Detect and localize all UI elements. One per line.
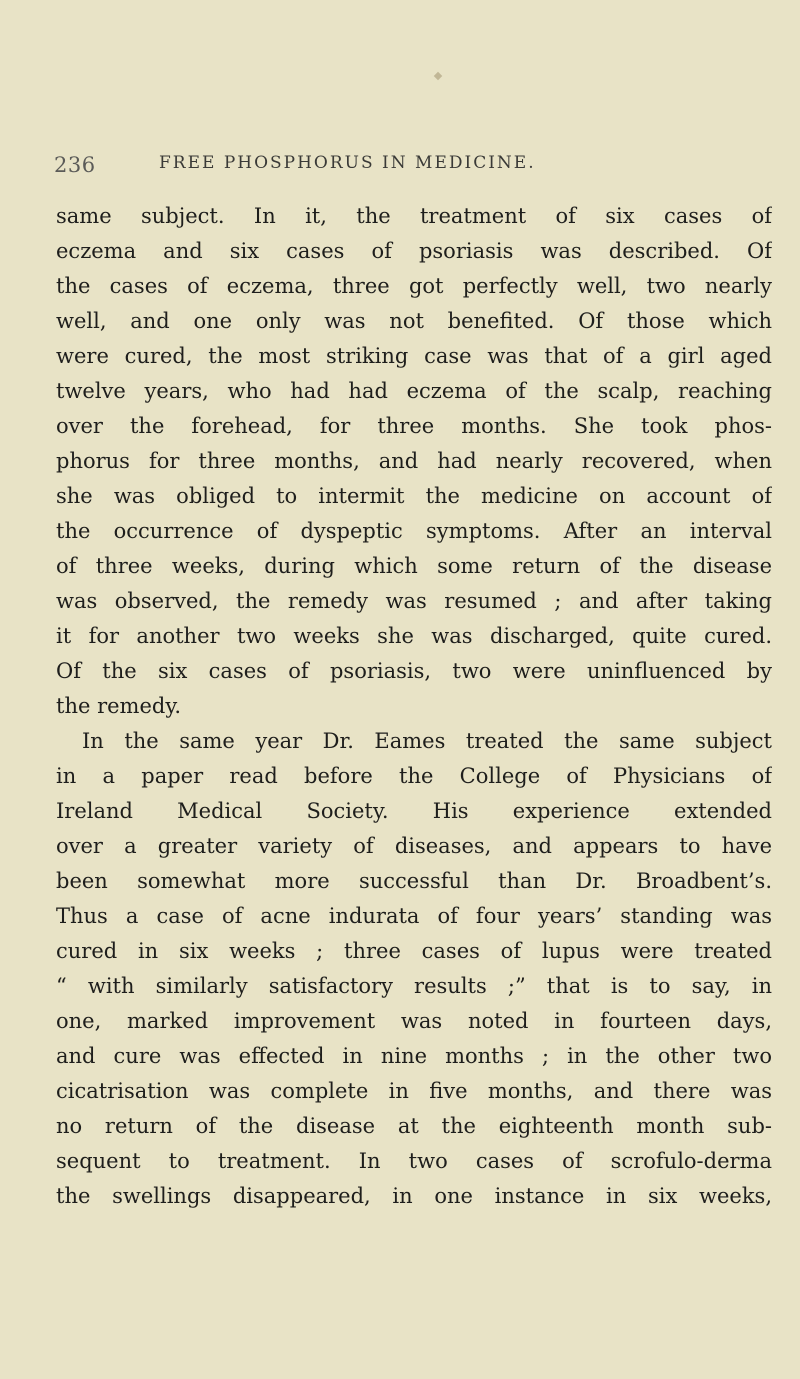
text-line: same subject. In it, the treatment of six cases of: [56, 204, 772, 228]
text-line: of three weeks, during which some return of the disease: [56, 554, 772, 578]
text-line: the remedy.: [56, 694, 182, 718]
text-line: no return of the disease at the eighteenth month sub-: [56, 1114, 772, 1138]
text-line: Ireland Medical Society. His experience extended: [56, 799, 772, 823]
text-line: the occurrence of dyspeptic symptoms. After an interval: [56, 519, 772, 543]
text-line: was observed, the remedy was resumed ; and after taking: [56, 589, 772, 613]
text-line: eczema and six cases of psoriasis was described. Of: [56, 239, 772, 263]
text-line: over the forehead, for three months. She took phos-: [56, 414, 772, 438]
text-line: cured in six weeks ; three cases of lupus were treated: [56, 939, 772, 963]
text-line: in a paper read before the College of Physicians of: [56, 764, 772, 788]
text-line: were cured, the most striking case was that of a girl aged: [56, 344, 772, 368]
text-line: In the same year Dr. Eames treated the same subject: [82, 729, 772, 753]
text-line: Thus a case of acne indurata of four years’ standing was: [56, 904, 772, 928]
text-line: twelve years, who had had eczema of the scalp, reaching: [56, 379, 772, 403]
text-line: the swellings disappeared, in one instance in six weeks,: [56, 1184, 772, 1208]
text-line: phorus for three months, and had nearly recovered, when: [56, 449, 772, 473]
body-text: [56, 199, 772, 1214]
text-line: and cure was effected in nine months ; in the other two: [56, 1044, 772, 1068]
page-number: 236: [54, 153, 96, 177]
text-line: it for another two weeks she was discharged, quite cured.: [56, 624, 772, 648]
text-line: over a greater variety of diseases, and appears to have: [56, 834, 772, 858]
text-line: she was obliged to intermit the medicine on account of: [56, 484, 772, 508]
page-header: [54, 153, 774, 193]
text-line: “ with similarly satisfactory results ;” that is to say, in: [56, 974, 772, 998]
text-line: Of the six cases of psoriasis, two were uninfluenced by: [56, 659, 772, 683]
text-line: well, and one only was not benefited. Of those which: [56, 309, 772, 333]
running-head: FREE PHOSPHORUS IN MEDICINE.: [159, 153, 536, 173]
text-line: sequent to treatment. In two cases of scrofulo-derma: [56, 1149, 772, 1173]
text-line: one, marked improvement was noted in fourteen days,: [56, 1009, 772, 1033]
text-line: been somewhat more successful than Dr. Broadbent’s.: [56, 869, 772, 893]
print-mark: [434, 72, 442, 80]
text-line: cicatrisation was complete in five months, and there was: [56, 1079, 772, 1103]
text-line: the cases of eczema, three got perfectly well, two nearly: [56, 274, 772, 298]
